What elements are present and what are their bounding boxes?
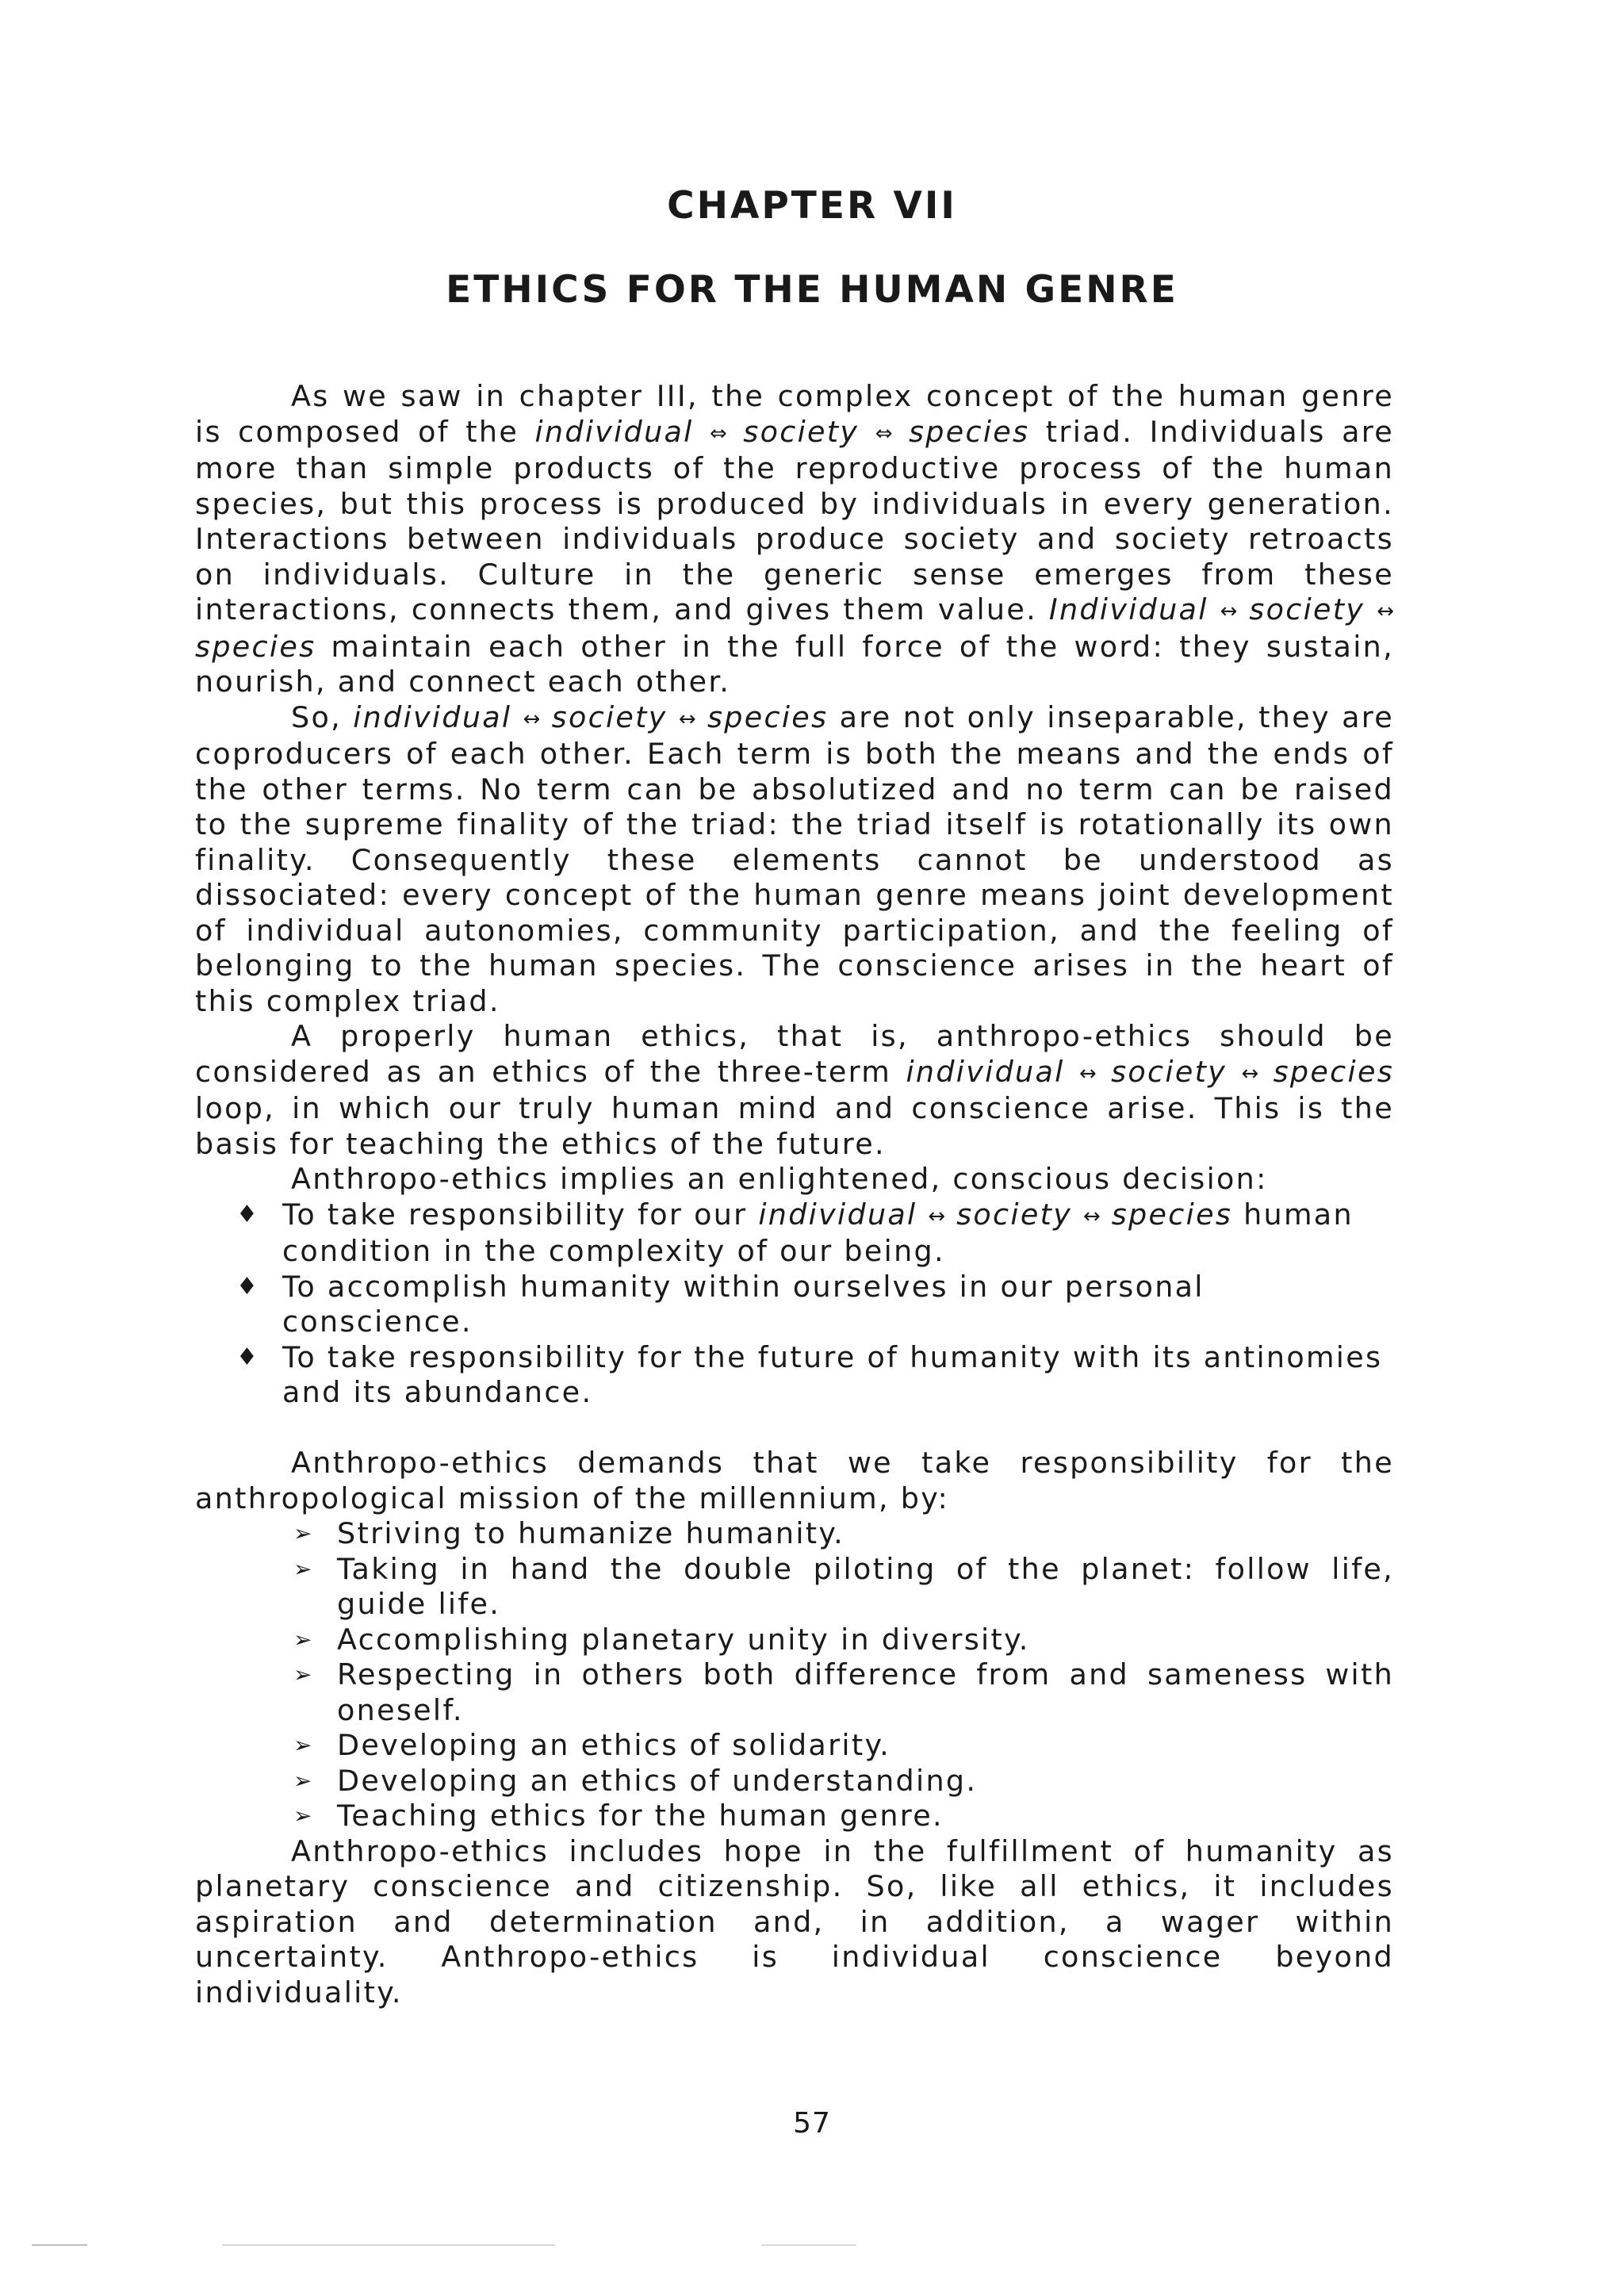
list-item: ♦ To accomplish humanity within ourselves in our personal conscience. — [236, 1269, 1205, 1339]
list-item: ➢ Teaching ethics for the human genre. — [293, 1799, 944, 1833]
diamond-bullet-icon: ♦ — [236, 1343, 260, 1371]
paragraph-3: A properly human ethics, that is, anthropo-ethics should be considered as an ethics of the three-term individual ↔ society ↔ species loop, in which our truly human mind and conscience arise. This is the basis for teaching the ethics of the future. — [195, 1019, 1395, 1161]
list-item: ♦ To take responsibility for the future of humanity with its antinomies and its abundance. — [236, 1339, 1383, 1409]
double-arrow-icon: ↔ — [523, 707, 541, 731]
arrow-bullet-icon: ➢ — [293, 1661, 314, 1688]
paragraph-6: Anthropo-ethics includes hope in the fulfillment of humanity as planetary conscience and citizenship. So, like all ethics, it includes aspiration and determination and, in addition, a wager within uncertainty. Anthropo-ethics is individual conscience beyond individuality. — [195, 1833, 1394, 2010]
arrow-bullet-icon: ➢ — [293, 1732, 314, 1758]
list-item: ➢ Respecting in others both difference from and sameness with oneself. — [293, 1657, 1394, 1727]
paragraph-4: Anthropo-ethics implies an enlightened, conscious decision: — [291, 1162, 1268, 1196]
paragraph-5: Anthropo-ethics demands that we take responsibility for the anthropological mission of the millennium, by: — [195, 1446, 1394, 1515]
double-arrow-icon: ↔ — [928, 1204, 946, 1228]
spacer — [195, 1411, 1394, 1446]
arrow-bullet-icon: ➢ — [293, 1520, 314, 1546]
list-item: ➢ Striving to humanize humanity. — [293, 1516, 845, 1550]
page-number: 57 — [793, 2107, 831, 2140]
decision-list — [195, 1197, 1394, 1411]
arrow-bullet-icon: ➢ — [293, 1767, 314, 1794]
double-arrow-icon: ↔ — [1083, 1204, 1101, 1228]
scan-artifact-line — [761, 2244, 856, 2246]
diamond-bullet-icon: ♦ — [236, 1200, 260, 1228]
double-arrow-icon: ↔ — [1377, 600, 1395, 623]
scan-artifact-line — [222, 2244, 555, 2246]
chapter-body — [195, 379, 1394, 2010]
mission-list — [195, 1516, 1394, 1834]
scan-artifact-line — [32, 2244, 87, 2246]
list-item: ♦ To take responsibility for our individual ↔ society ↔ species human condition in the complexity of our being. — [236, 1197, 1354, 1268]
double-arrow-icon: ↔ — [1241, 1061, 1259, 1086]
double-arrow-icon: ↔ — [678, 707, 696, 731]
arrow-bullet-icon: ➢ — [293, 1555, 314, 1582]
double-arrow-icon: ↔ — [1078, 1061, 1097, 1086]
paragraph-1: As we saw in chapter III, the complex concept of the human genre is composed of the individual ⇔ society ⇔ species triad. Individuals are more than simple products of the reproductive process of the human species, but this process is produced by individuals in every generation. Interactions between individuals produce society and society retroacts on individuals. Culture in the generic sense emerges from these interactions, connects them, and gives them value. Individual ↔ society ↔ species maintain each other in the full force of the word: they sustain, nourish, and connect each other. — [195, 379, 1395, 699]
list-item: ➢ Taking in hand the double piloting of the planet: follow life, guide life. — [293, 1551, 1394, 1621]
list-item: ➢ Developing an ethics of understanding. — [293, 1763, 978, 1798]
arrow-bullet-icon: ➢ — [293, 1803, 314, 1829]
arrow-bullet-icon: ➢ — [293, 1626, 314, 1653]
chapter-header — [0, 184, 1624, 312]
diamond-bullet-icon: ♦ — [236, 1272, 260, 1301]
paragraph-2: So, individual ↔ society ↔ species are not only inseparable, they are coproducers of each other. Each term is both the means and the ends of the other terms. No term can be absolutized and no term can be raised to the supreme finality of the triad: the triad itself is rotationally its own finality. Consequently these elements cannot be understood as dissociated: every concept of the human genre means joint development of individual autonomies, community participation, and the feeling of belonging to the human species. The conscience arises in the heart of this complex triad. — [195, 699, 1395, 1018]
chapter-number: CHAPTER VII — [667, 184, 957, 228]
list-item: ➢ Accomplishing planetary unity in diversity. — [293, 1622, 1030, 1657]
double-arrow-icon: ⇔ — [875, 421, 893, 446]
list-item: ➢ Developing an ethics of solidarity. — [293, 1728, 891, 1762]
double-arrow-icon: ⇔ — [710, 421, 727, 446]
chapter-title: ETHICS FOR THE HUMAN GENRE — [446, 268, 1178, 312]
double-arrow-icon: ↔ — [1220, 600, 1238, 623]
